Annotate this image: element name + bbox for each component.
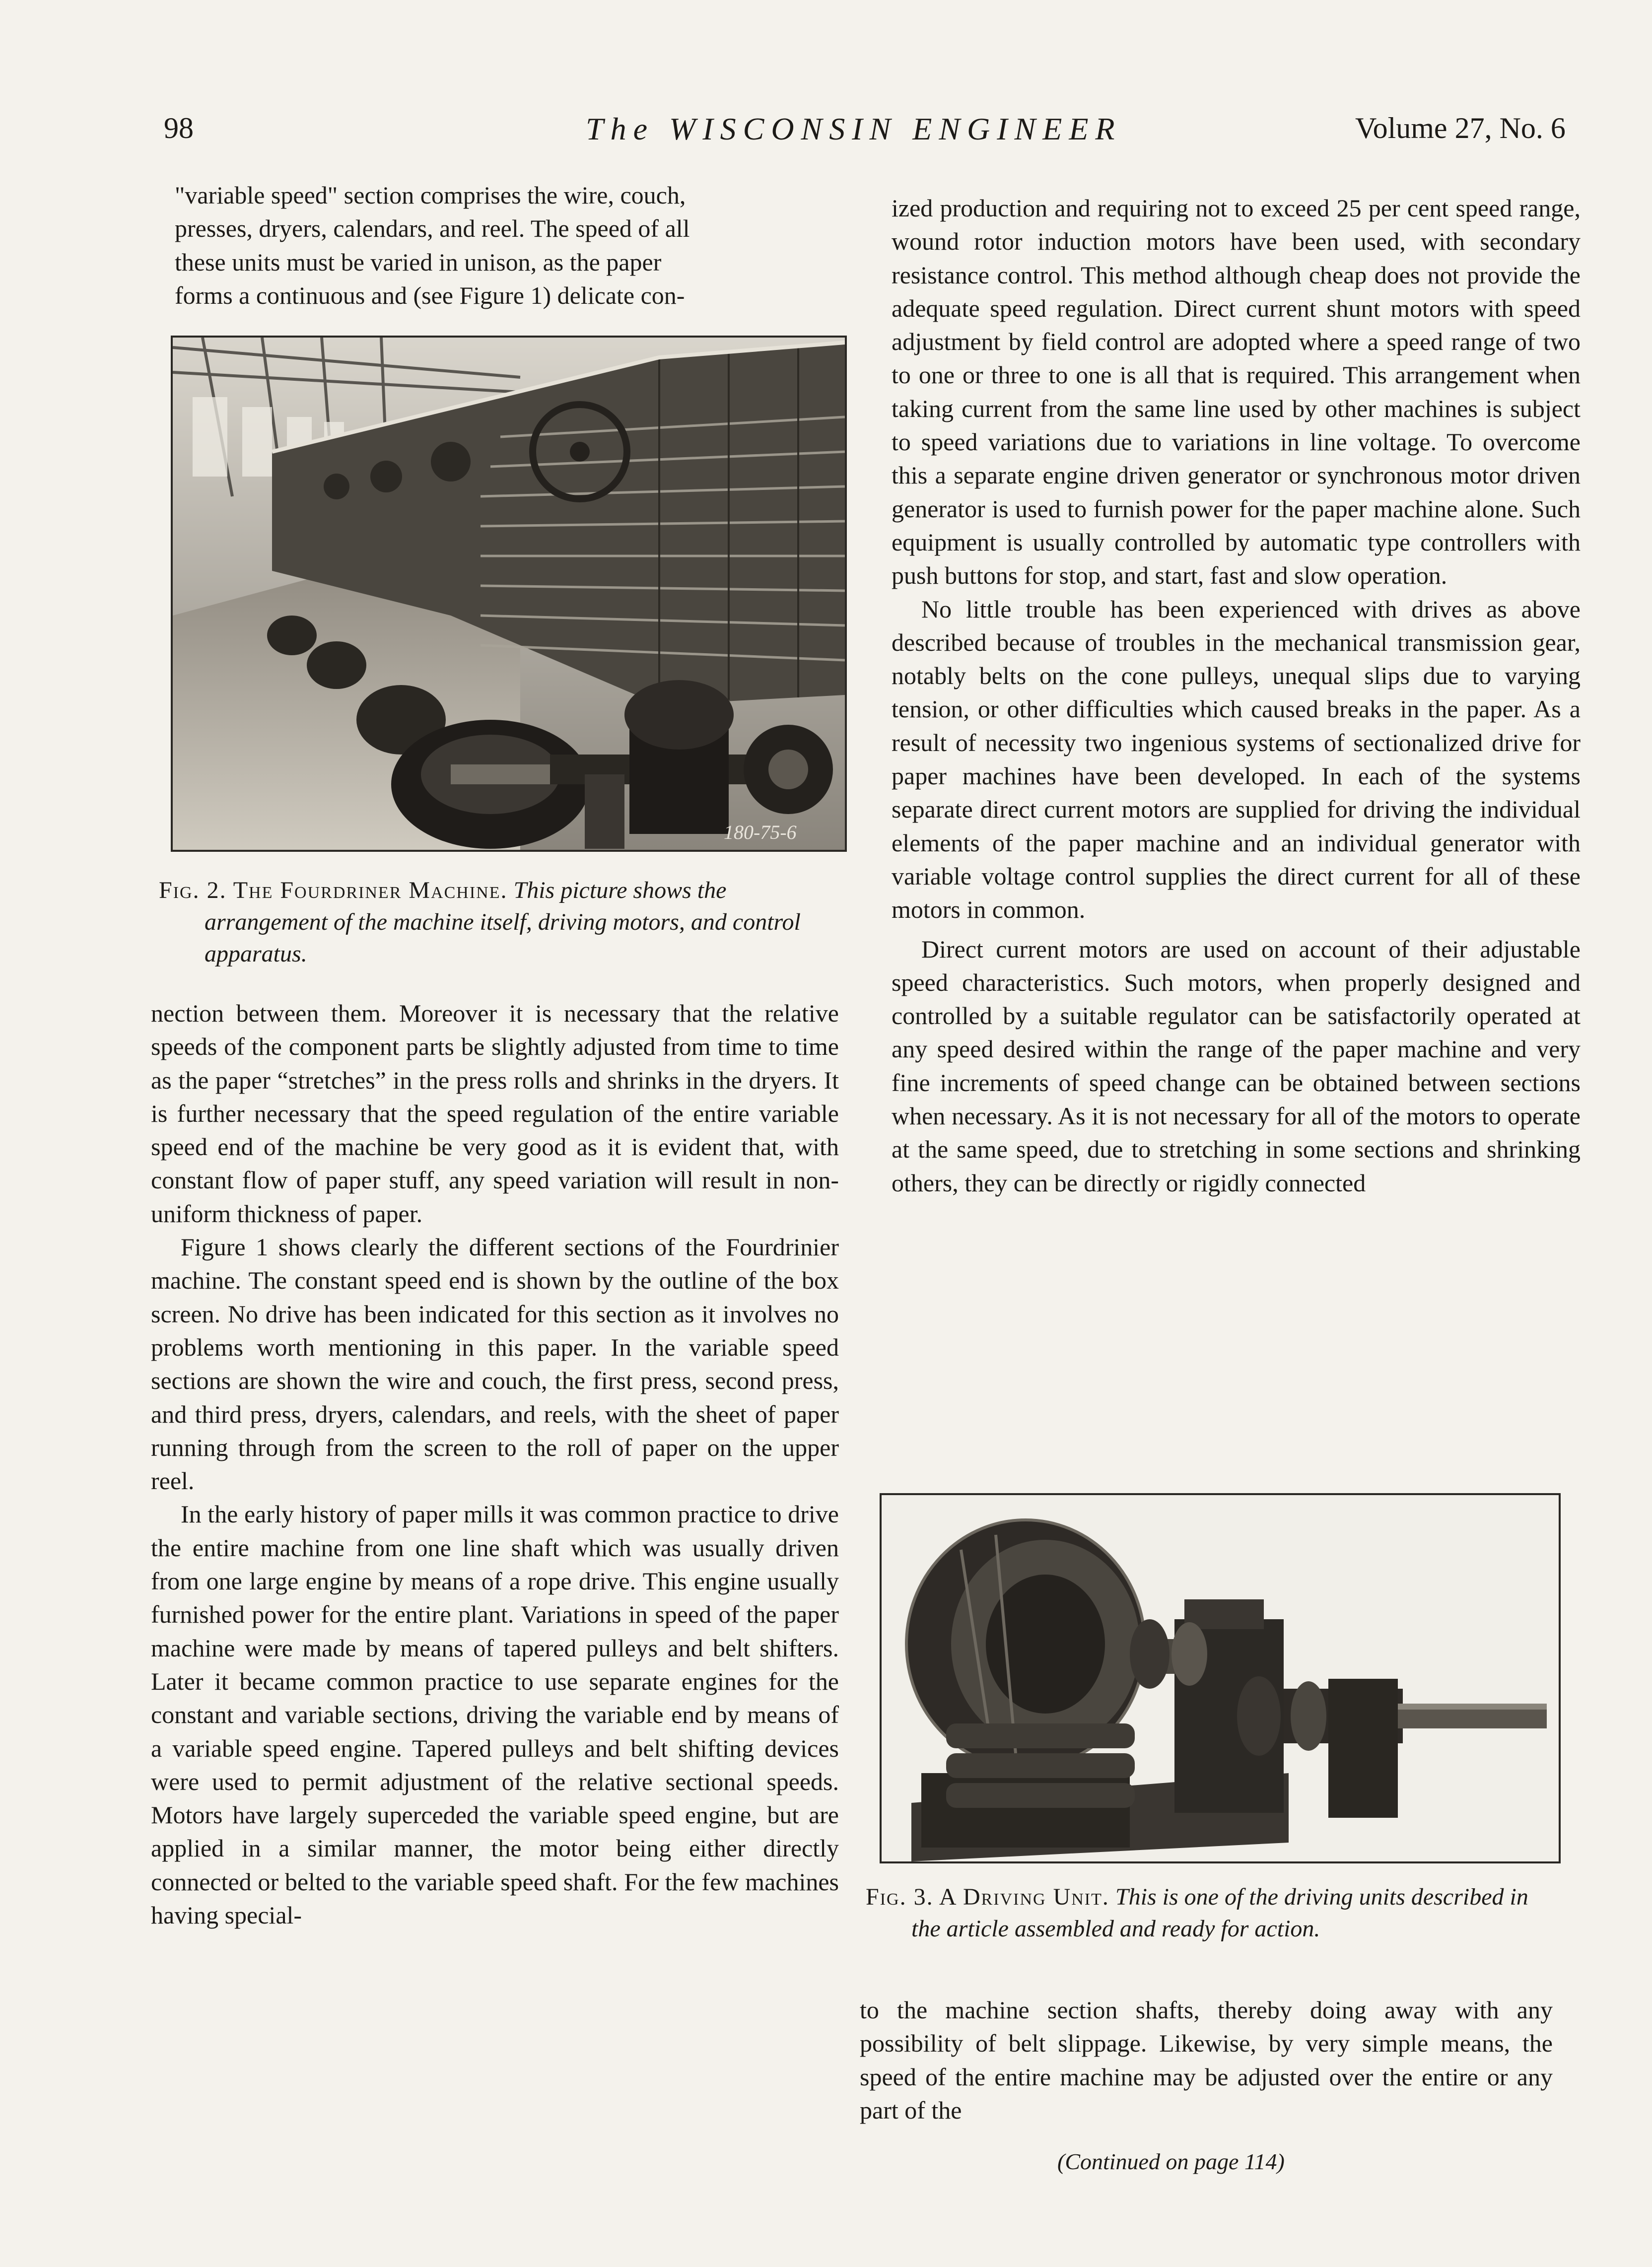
paragraph: Direct current motors are used on account of their adjustable speed characteristics. Such motors, when properly designed and controlled by a suitable regulator can be satisfactorily operated at any speed desired within the range of the paper machine and very fine increments of speed change can be obtained between sections when necessary. As it is not necessary for all of the motors to operate at the same speed, due to stretching in some sections and shrinking others, they can be directly or rigidly connected: [892, 935, 1581, 1197]
fig2-photo: [171, 336, 847, 852]
fig2-caption-text: This picture shows the arrangement of the machine itself, driving motors, and control apparatus.: [205, 877, 801, 967]
right-column-tail: [860, 1993, 1553, 2127]
right-column-body: [892, 192, 1581, 1200]
fig2-caption: [159, 875, 854, 970]
volume-issue: Volume 27, No. 6: [1355, 112, 1566, 144]
fig3-photo: [880, 1493, 1561, 1863]
left-column-body: [151, 997, 839, 1932]
journal-title: The WISCONSIN ENGINEER: [586, 111, 1122, 146]
paragraph: nection between them. Moreover it is necessary that the relative speeds of the component parts be slightly adjusted from time to time as the paper “stretches” in the press rolls and shrinks in the dryers. It is further necessary that the speed regulation of the entire variable speed end of the machine be very good as it is evident that, with constant flow of paper stuff, any speed variation will result in non-uniform thickness of paper.: [151, 999, 839, 1228]
fourdriner-machine-illustration: [173, 338, 845, 850]
driving-unit-illustration: [882, 1495, 1559, 1861]
fig3-label: Fig. 3. A Driving Unit.: [866, 1884, 1109, 1910]
fig3-caption-text: This is one of the driving units described in the article assembled and ready for action.: [911, 1884, 1528, 1942]
paragraph: Figure 1 shows clearly the different sections of the Fourdrinier machine. The constant speed end is shown by the outline of the box screen. No drive has been indicated for this section as it involves no problems worth mentioning in this paper. In the variable speed sections are shown the wire and couch, the first press, second press, and third press, dryers, calendars, and reels, with the sheet of paper running through from the screen to the roll of paper on the upper reel.: [151, 1233, 839, 1495]
text-line: forms a continuous and (see Figure 1) delicate con-: [175, 281, 685, 309]
left-column-intro: [175, 179, 860, 312]
fig3-caption: [866, 1881, 1561, 1945]
text-line: presses, dryers, calendars, and reel. The speed of all: [175, 214, 690, 243]
page-number: 98: [164, 112, 194, 144]
paragraph: to the machine section shafts, thereby doing away with any possibility of belt slippage. Likewise, by very simple means, the speed of the entire machine may be adjusted over the entire or any part of the: [860, 1996, 1553, 2124]
paragraph: ized production and requiring not to exceed 25 per cent speed range, wound rotor induction motors have been used, with secondary resistance control. This method although cheap does not provide the adequate speed regulation. Direct current shunt motors with speed adjustment by field control are adopted where a speed range of two to one or three to one is all that is required. This arrangement when taking current from the same line used by other machines is subject to speed variations due to variations in line voltage. To overcome this a separate engine driven generator or synchronous motor driven generator is used to furnish power for the paper machine alone. Such equipment is usually controlled by automatic type controllers with push buttons for stop, and start, fast and slow operation.: [892, 194, 1581, 590]
paragraph: In the early history of paper mills it was common practice to drive the entire machine from one line shaft which was usually driven from one large engine by means of a rope drive. This engine usually furnished power for the entire plant. Variations in speed of the paper machine were made by means of tapered pulleys and belt shifters. Later it became common practice to use separate engines for the constant and variable sections, driving the variable end by means of a variable speed engine. Tapered pulleys and belt shifting devices were used to permit adjustment of the relative sectional speeds. Motors have largely superceded the variable speed engine, but are applied in a similar manner, the motor being either directly connected or belted to the variable speed shaft. For the few machines having special-: [151, 1500, 839, 1929]
text-line: "variable speed" section comprises the wire, couch,: [175, 181, 686, 209]
photo-marking: 180-75-6: [724, 821, 797, 843]
paragraph: No little trouble has been experienced with drives as above described because of troubles in the mechanical transmission gear, notably belts on the cone pulleys, unequal slips due to varying tension, or other difficulties which caused breaks in the paper. As a result of necessity two ingenious systems of sectionalized drive for paper machines have been developed. In each of the systems separate direct current motors are supplied for driving the individual elements of the paper machine and an individual generator with variable voltage control supplies the direct current for all of these motors in common.: [892, 595, 1581, 924]
fig2-label: Fig. 2. The Fourdriner Machine.: [159, 877, 508, 903]
continued-note: (Continued on page 114): [1057, 2149, 1285, 2174]
text-line: these units must be varied in unison, as the paper: [175, 248, 662, 276]
